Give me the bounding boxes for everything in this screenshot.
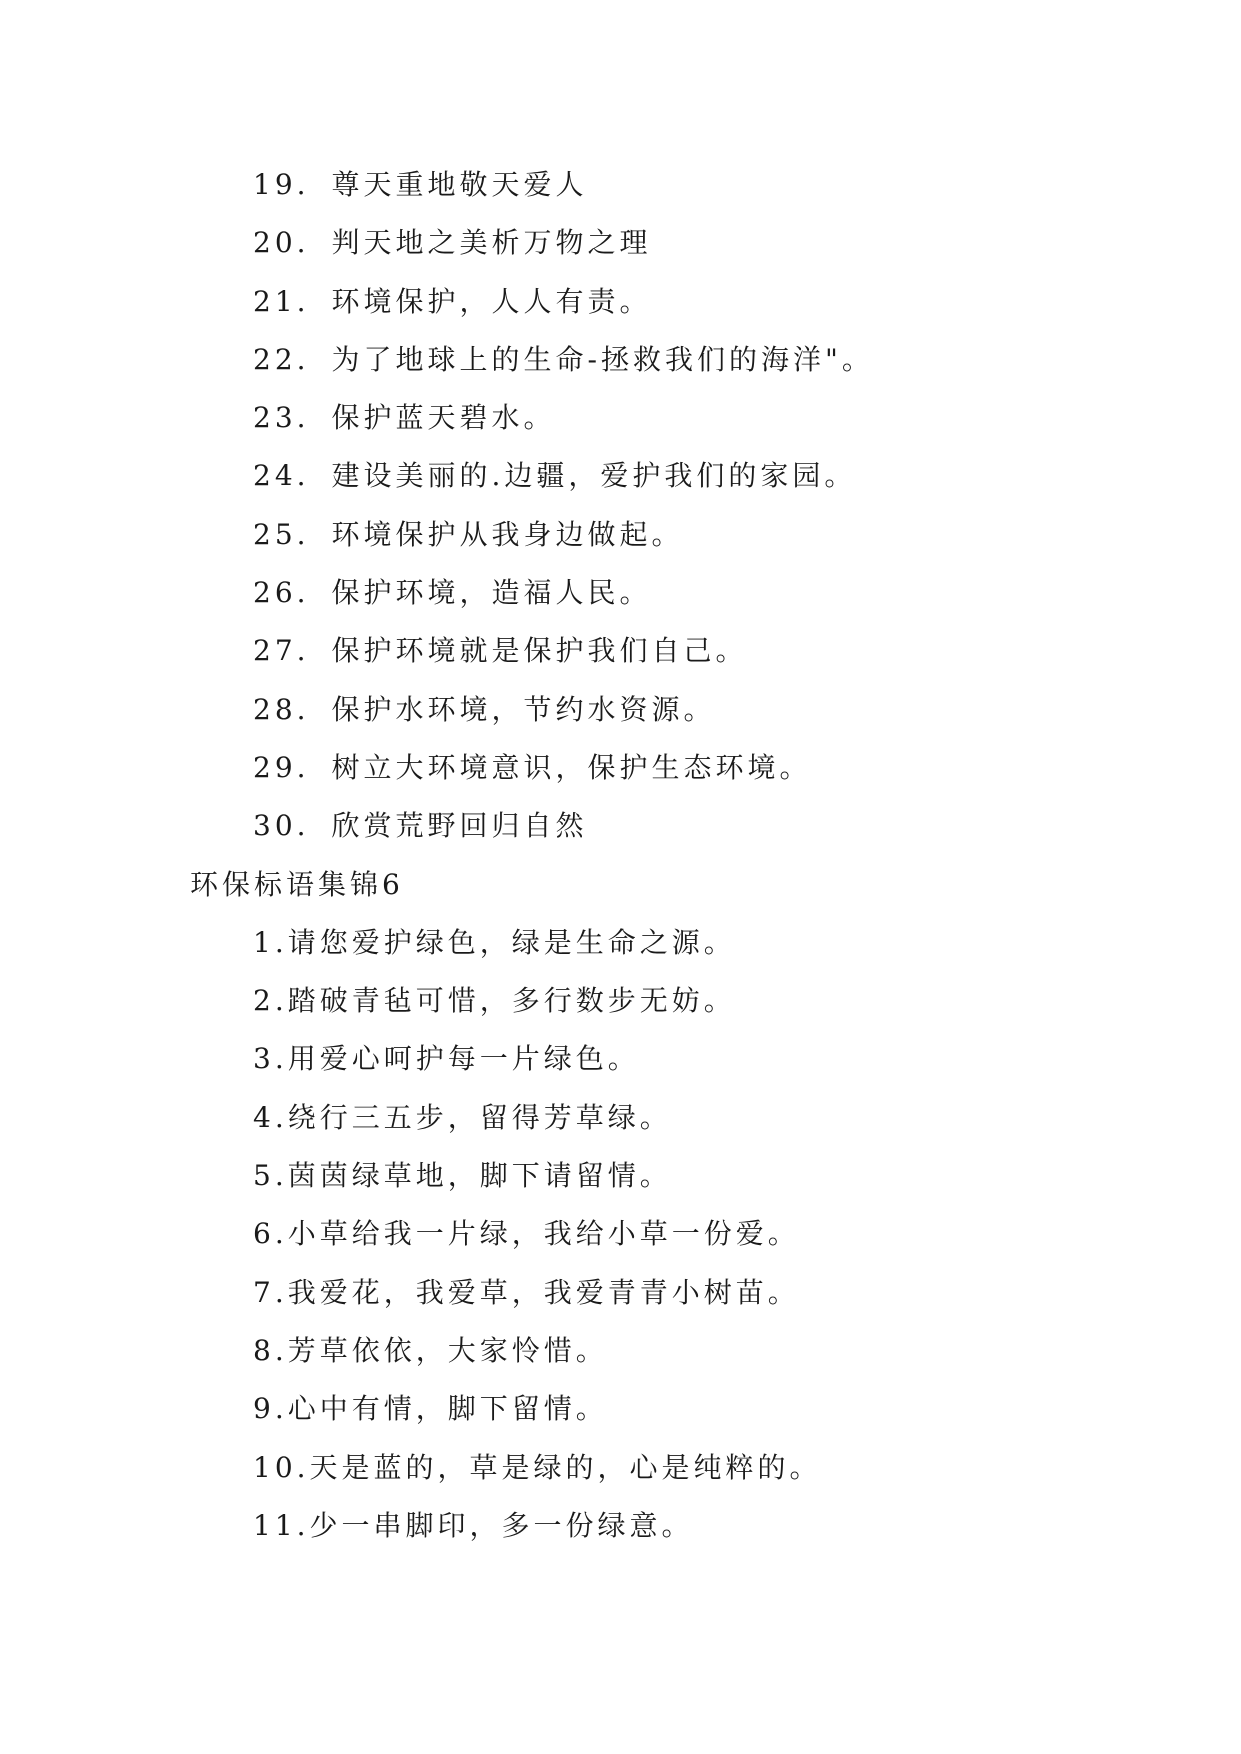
list-item: [0, 564, 1241, 622]
item-text: 保护蓝天碧水。: [331, 401, 556, 435]
list-item: [0, 797, 1241, 855]
list-item: [0, 273, 1241, 331]
item-text: 尊天重地敬天爱人: [331, 168, 588, 201]
item-text: 判天地之美析万物之理: [331, 226, 652, 260]
item-text: 树立大环境意识，保护生态环境。: [331, 750, 812, 784]
list-item: [0, 389, 1241, 447]
document-body: [0, 156, 1241, 1555]
item-number: 25.: [253, 517, 310, 551]
item-text: 保护环境，造福人民。: [331, 576, 652, 610]
item-number: 28.: [253, 692, 310, 726]
item-number: 24.: [253, 459, 310, 493]
item-text: 环境保护，人人有责。: [331, 284, 652, 318]
list-item: 3.用爱心呵护每一片绿色。: [253, 1042, 640, 1076]
item-number: 20.: [253, 226, 310, 260]
item-text: 建设美丽的.边疆，爱护我们的家园。: [331, 459, 857, 493]
list-item: [0, 331, 1241, 389]
item-number: 21.: [253, 284, 310, 318]
item-number: 26.: [253, 576, 310, 610]
item-number: 23.: [253, 401, 310, 435]
list-item: [0, 739, 1241, 797]
list-item: 10.天是蓝的，草是绿的，心是纯粹的。: [253, 1450, 822, 1484]
list-item: [0, 506, 1241, 564]
item-text: 保护环境就是保护我们自己。: [331, 634, 748, 668]
item-number: 19.: [253, 168, 310, 201]
item-number: 29.: [253, 750, 310, 784]
list-item: 11.少一串脚印，多一份绿意。: [253, 1508, 694, 1542]
list-item: [0, 622, 1241, 680]
item-number: 30.: [253, 809, 310, 843]
section-heading: 环保标语集锦6: [190, 867, 404, 901]
list-item: 9.心中有情，脚下留情。: [253, 1392, 608, 1426]
list-item: 8.芳草依依，大家怜惜。: [253, 1333, 608, 1367]
item-text: 保护水环境，节约水资源。: [331, 692, 716, 726]
list-item: 2.踏破青毡可惜，多行数步无妨。: [253, 984, 736, 1018]
item-text: 为了地球上的生命-拯救我们的海洋"。: [331, 342, 874, 376]
item-number: 22.: [253, 342, 310, 376]
list-item: [0, 214, 1241, 272]
list-item: [0, 447, 1241, 505]
list-item: 7.我爱花，我爱草，我爱青青小树苗。: [253, 1275, 800, 1309]
list-item: [0, 681, 1241, 739]
item-text: 环境保护从我身边做起。: [331, 517, 684, 551]
item-number: 27.: [253, 634, 310, 668]
list-item: 4.绕行三五步，留得芳草绿。: [253, 1100, 672, 1134]
item-text: 欣赏荒野回归自然: [331, 809, 588, 843]
list-item: 1.请您爱护绿色，绿是生命之源。: [253, 925, 736, 959]
list-item: 5.茵茵绿草地，脚下请留情。: [253, 1159, 672, 1193]
list-item: 6.小草给我一片绿，我给小草一份爱。: [253, 1217, 800, 1251]
list-item: [0, 156, 1241, 214]
